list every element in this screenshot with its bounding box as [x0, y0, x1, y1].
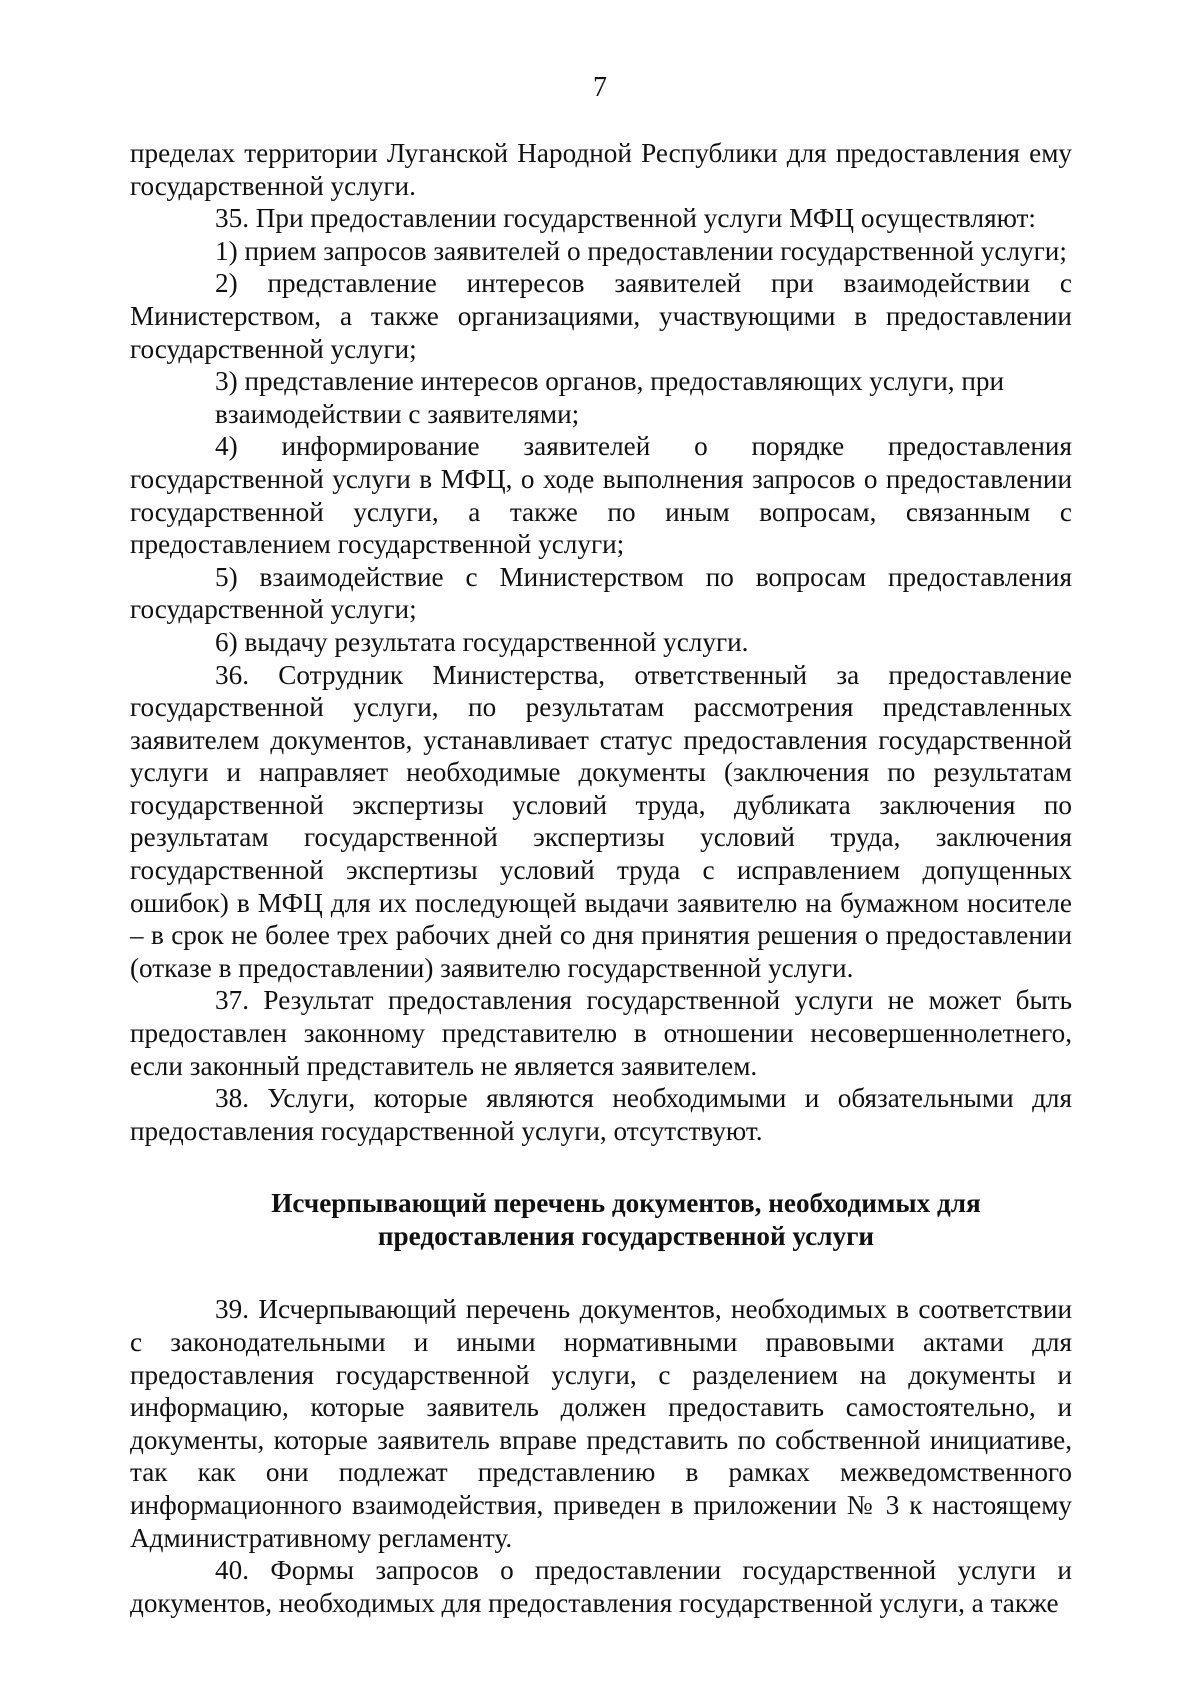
paragraph-37: 37. Результат предоставления государственной услуги не может быть предоставлен законному представителю в отношении несовершеннолетнего, если законный представитель не является заявителем. — [130, 985, 1072, 1081]
paragraph-35-item-4: 4) информирование заявителей о порядке предоставления государственной услуги в МФЦ, о ходе выполнения запросов о предоставлении государственной услуги, а также по иным вопросам, связанным с предоставлением государственной услуги; — [130, 431, 1072, 560]
paragraph-40: 40. Формы запросов о предоставлении государственной услуги и документов, необходимых для предоставления государственной услуги, а также — [130, 1555, 1072, 1618]
paragraph-35-item-5: 5) взаимодействие с Министерством по вопросам предоставления государственной услуги; — [130, 561, 1072, 625]
page-number: 7 — [593, 72, 607, 103]
section-heading-line-2: предоставления государственной услуги — [377, 1221, 875, 1252]
paragraph-38: 38. Услуги, которые являются необходимыми и обязательными для предоставления государственной услуги, отсутствуют. — [130, 1083, 1072, 1146]
section-heading-line-1: Исчерпывающий перечень документов, необходимых для — [271, 1188, 981, 1219]
document-body — [130, 137, 1072, 1619]
paragraph-35-item-1: 1) прием запросов заявителей о предоставлении государственной услуги; — [215, 235, 1067, 266]
section-heading — [130, 1187, 1072, 1253]
paragraph-35-item-2: 2) представление интересов заявителей при взаимодействии с Министерством, а также организациями, участвующими в предоставлении государственной услуги; — [130, 268, 1072, 364]
paragraph-35: 35. При предоставлении государственной услуги МФЦ осуществляют: — [215, 203, 1036, 234]
paragraph-39: 39. Исчерпывающий перечень документов, необходимых в соответствии с законодательными и иными нормативными правовыми актами для предоставления государственной услуги, с разделением на документы и информацию, которые заявитель должен предоставить самостоятельно, и документы, которые заявитель вправе представить по собственной инициативе, так как они подлежат представлению в рамках межведомственного информационного взаимодействия, приведен в приложении № 3 к настоящему Административному регламенту. — [130, 1294, 1072, 1553]
paragraph-continuation: пределах территории Луганской Народной Республики для предоставления ему государственной услуги. — [130, 138, 1072, 201]
paragraph-36: 36. Сотрудник Министерства, ответственный за предоставление государственной услуги, по результатам рассмотрения представленных заявителем документов, устанавливает статус предоставления государственной услуги и направляет необходимые документы (заключения по результатам государственной экспертизы условий труда, дубликата заключения по результатам государственной экспертизы условий труда, заключения государственной экспертизы условий труда с исправлением допущенных ошибок) в МФЦ для их последующей выдачи заявителю на бумажном носителе – в срок не более трех рабочих дней со дня принятия решения о предоставлении (отказе в предоставлении) заявителю государственной услуги. — [130, 659, 1072, 983]
paragraph-35-item-3: 3) представление интересов органов, предоставляющих услуги, при взаимодействии с заявителями; — [215, 366, 1005, 429]
paragraph-35-item-6: 6) выдачу результата государственной услуги. — [215, 626, 749, 657]
